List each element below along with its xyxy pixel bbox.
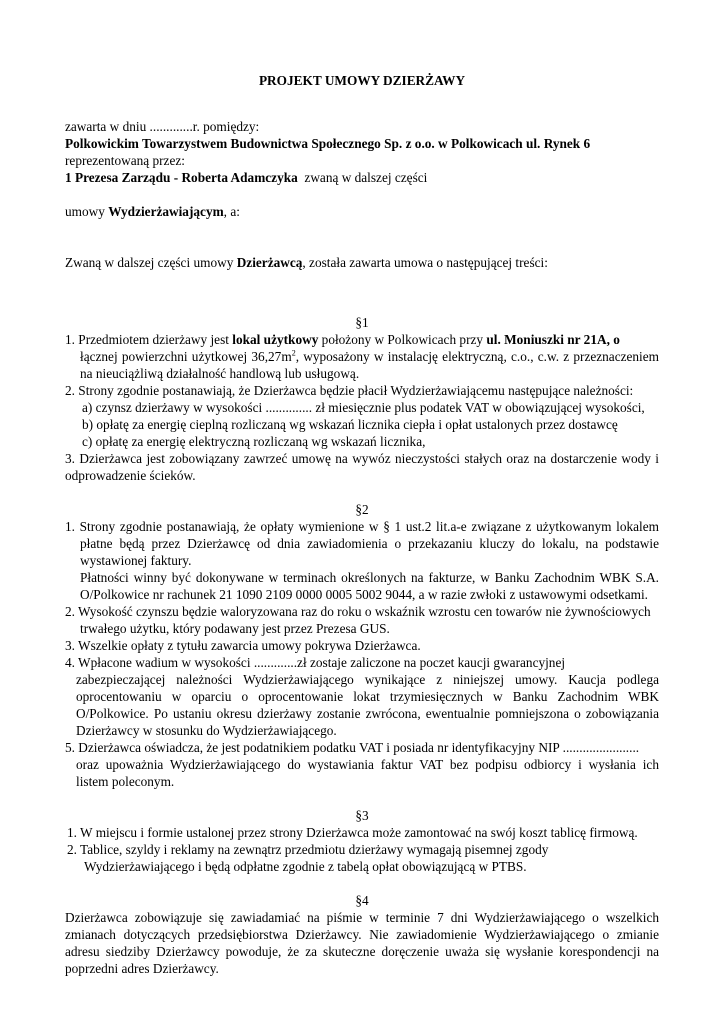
s2-payment-line-1: Płatności winny być dokonywane w terminach określonych na fakturze, w Banku Zachodnim WBK S.A. <box>80 570 659 585</box>
s1-point-1-line-3: na nieuciążliwą działalność handlową lub usługową. <box>80 366 360 381</box>
representative-line: 1 Prezesa Zarządu - Roberta Adamczyka zwaną w dalszej części <box>65 170 428 185</box>
s2-point-5-line-2: oraz upoważnia Wydzierżawiającego do wystawiania faktur VAT bez podpisu odbiorcy i wysłania ich <box>76 757 659 772</box>
s2-point-4-line-4: O/Polkowice. Po ustaniu okresu dzierżawy zostanie zwrócona, ewentualnie pomniejszona o zobowiązania <box>76 706 659 721</box>
s2-point-5-line-3: listem poleconym. <box>76 774 175 789</box>
landlord-term: Wydzierżawiającym <box>108 204 224 219</box>
party-landlord: Polkowickim Towarzystwem Budownictwa Społecznego Sp. z o.o. w Polkowicach ul. Rynek 6 <box>65 136 591 151</box>
s4-line-1: Dzierżawca zobowiązuje się zawiadamiać na piśmie w terminie 7 dni Wydzierżawiającego o wszelkich <box>65 910 659 925</box>
s3-point-2-line-2: Wydzierżawiającego i będą odpłatne zgodnie z tabelą opłat obowiązującą w PTBS. <box>84 859 527 874</box>
s2-point-4-line-2: zabezpieczającej należności Wydzierżawiającego wynikające z niniejszej umowy. Kaucja podlega <box>76 672 659 687</box>
s4-line-4: poprzedni adres Dzierżawcy. <box>65 961 219 976</box>
section-3-heading: §3 <box>355 808 369 823</box>
s1-point-2c: c) opłatę za energię elektryczną rozliczaną wg wskazań licznika, <box>82 434 426 449</box>
tenant-term: Dzierżawcą <box>236 255 303 270</box>
s2-point-2-line-1: 2. Wysokość czynszu będzie waloryzowana raz do roku o wskaźnik wzrostu cen towarów nie żywnościowych <box>65 604 651 619</box>
intro-date-line: zawarta w dniu .............r. pomiędzy: <box>65 119 260 134</box>
s2-point-4-line-5: Dzierżawcy w stosunku do Wydzierżawiającego. <box>76 723 337 738</box>
section-4-heading: §4 <box>355 893 369 908</box>
document-title: PROJEKT UMOWY DZIERŻAWY <box>258 73 466 88</box>
s2-point-4-line-1: 4. Wpłacone wadium w wysokości .............zł zostaje zaliczone na poczet kaucji gwarancyjnej <box>65 655 566 670</box>
s4-line-2: zmianach dotyczących przedsiębiorstwa Dzierżawcy. Nie zawiadomienie Wydzierżawiającego o zmianie <box>65 927 659 942</box>
s1-point-2b: b) opłatę za energię cieplną rozliczaną wg wskazań licznika ciepła i opłat ustalonych przez dostawcę <box>82 417 618 432</box>
landlord-definition: umowy Wydzierżawiającym, a: <box>65 204 240 219</box>
s1-point-1-line-1: 1. Przedmiotem dzierżawy jest lokal użytkowy położony w Polkowicach przy ul. Moniuszki nr 21A, o <box>65 332 620 347</box>
s2-point-1-line-1: 1. Strony zgodnie postanawiają, że opłaty wymienione w § 1 ust.2 lit.a-e związane z użytkowanym lokalem <box>65 519 659 534</box>
s1-point-3-line-2: odprowadzenie ścieków. <box>65 468 196 483</box>
section-1-heading: §1 <box>355 315 369 330</box>
s1-point-1-line-2: łącznej powierzchni użytkowej $36,27m^2$, wyposażony w instalację elektryczną, c.o., c.w. z przeznaczeniem <box>80 348 659 364</box>
represented-by: reprezentowaną przez: <box>65 153 185 168</box>
s3-point-2-line-1: 2. Tablice, szyldy i reklamy na zewnątrz przedmiotu dzierżawy wymagają pisemnej zgody <box>67 842 549 857</box>
s3-point-1: 1. W miejscu i formie ustalonej przez strony Dzierżawca może zamontować na swój koszt tablicę firmową. <box>67 825 638 840</box>
representative-name: 1 Prezesa Zarządu - Roberta Adamczyka <box>65 170 298 185</box>
s2-point-2-line-2: trwałego użytku, który podawany jest przez Prezesa GUS. <box>80 621 390 636</box>
s1-point-2a: a) czynsz dzierżawy w wysokości .............. zł miesięcznie plus podatek VAT w obowiązującej wysokości, <box>82 400 645 415</box>
s2-point-1-line-2: płatne będą przez Dzierżawcę od dnia zawiadomienia o przekazaniu kluczy do lokalu, na podstawie <box>80 536 659 551</box>
s2-point-1-line-3: wystawionej faktury. <box>80 553 192 568</box>
s2-point-5-line-1: 5. Dzierżawca oświadcza, że jest podatnikiem podatku VAT i posiada nr identyfikacyjny NIP ....................... <box>65 740 640 755</box>
s2-point-4-line-3: oprocentowaniu w oparciu o oprocentowanie lokat trzymiesięcznych w Banku Zachodnim WBK <box>76 689 659 704</box>
tenant-definition: Zwaną w dalszej części umowy Dzierżawcą, została zawarta umowa o następującej treści: <box>65 255 548 270</box>
s1-point-3-line-1: 3. Dzierżawca jest zobowiązany zawrzeć umowę na wywóz nieczystości stałych oraz na dostarczenie wody i <box>65 451 659 466</box>
s2-point-3: 3. Wszelkie opłaty z tytułu zawarcia umowy pokrywa Dzierżawca. <box>65 638 421 653</box>
s1-point-2: 2. Strony zgodnie postanawiają, że Dzierżawca będzie płacił Wydzierżawiającemu następujące należności: <box>65 383 634 398</box>
s4-line-3: adresu siedziby Dzierżawcy powoduje, że za skuteczne doręczenie uważa się wysłanie korespondencji na <box>65 944 659 959</box>
section-2-heading: §2 <box>355 502 369 517</box>
s2-payment-line-2: O/Polkowice nr rachunek 21 1090 2109 0000 0005 5002 9044, a w razie zwłoki z ustawowymi odsetkami. <box>80 587 648 602</box>
